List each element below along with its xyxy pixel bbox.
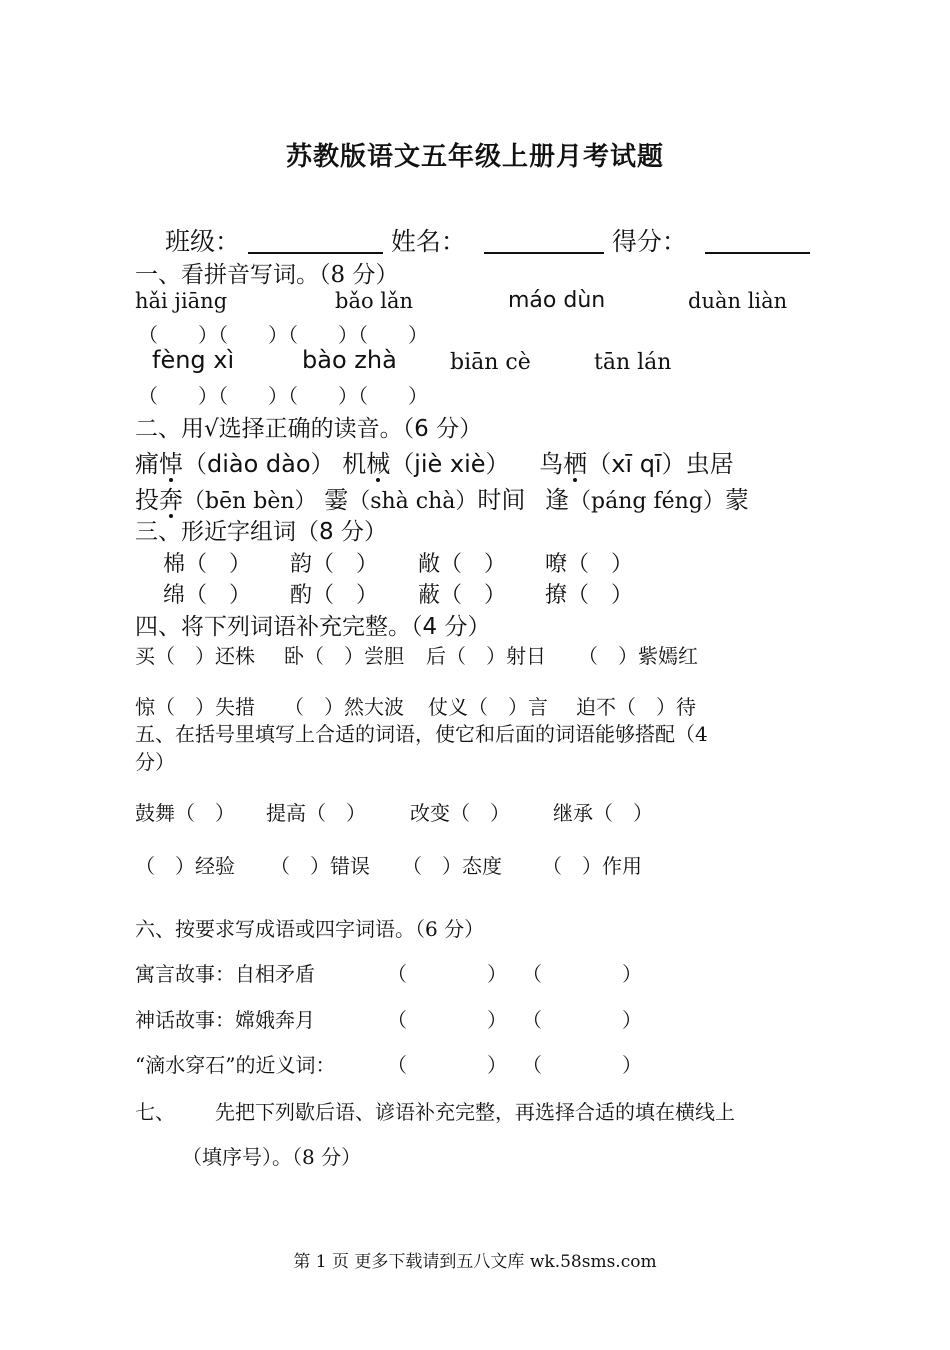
word-char: 时间 xyxy=(477,486,526,514)
pinyin-4: duàn liàn xyxy=(688,289,788,313)
s6-blank[interactable]: （ ） xyxy=(522,1053,642,1077)
word-char: 虫居 xyxy=(685,450,734,478)
pinyin-3: máo dùn xyxy=(508,288,606,313)
s4-heading-tail: 分） xyxy=(437,614,491,640)
s3-item[interactable]: 棉（ ） xyxy=(163,552,252,577)
s5-item[interactable]: 提高（ ） xyxy=(266,801,366,825)
score-label: 得分： xyxy=(611,227,687,256)
pinyin-1: hǎi jiāng xyxy=(135,289,228,313)
s2-heading-score: 6 xyxy=(414,416,429,442)
s6-label: “滴水穿石”的近义词： xyxy=(135,1053,336,1077)
s3-item[interactable]: 绵（ ） xyxy=(163,583,252,608)
s5-item[interactable]: 改变（ ） xyxy=(410,801,510,825)
s2-line-1 xyxy=(135,444,734,479)
s6-blank[interactable]: （ ） xyxy=(387,962,507,986)
s4-item[interactable]: 后（ ）射日 xyxy=(426,644,546,668)
reading-choice[interactable]: （páng féng） xyxy=(569,489,725,514)
dotted-char: 械 xyxy=(366,450,391,478)
s3-item[interactable]: 敞（ ） xyxy=(418,552,507,577)
class-blank[interactable] xyxy=(248,226,383,254)
pinyin-7: biān cè xyxy=(450,350,531,375)
s6-label: 寓言故事：自相矛盾 xyxy=(135,962,315,986)
s5-item[interactable]: （ ）错误 xyxy=(270,854,370,878)
s7-heading-line-2: （填序号）。（8 分） xyxy=(182,1145,362,1169)
dotted-char: 悼 xyxy=(159,450,183,478)
s7-heading: 先把下列歇后语、谚语补充完整，再选择合适的填在横线上 xyxy=(215,1100,735,1124)
s6-blank[interactable]: （ ） xyxy=(387,1008,507,1032)
reading-choice[interactable]: （diào dào） xyxy=(183,450,335,478)
s4-heading-text: 四、将下列词语补充完整。（ xyxy=(135,614,423,640)
s3-heading-tail: 分） xyxy=(333,519,387,545)
s5-heading-line-1: 五、在括号里填写上合适的词语，使它和后面的词语能够搭配（4 xyxy=(135,722,708,746)
pinyin-5: fèng xì xyxy=(152,346,235,374)
page-footer: 第 1 页 更多下载请到五八文库 wk.58sms.com xyxy=(293,1252,657,1272)
s3-heading xyxy=(135,513,387,546)
header-row xyxy=(165,222,810,258)
pinyin-2: bǎo lǎn xyxy=(335,289,414,313)
score-blank[interactable] xyxy=(705,226,810,254)
s6-blank[interactable]: （ ） xyxy=(387,1053,507,1077)
s4-item[interactable]: （ ）然大波 xyxy=(284,695,404,719)
s4-item[interactable]: 惊（ ）失措 xyxy=(135,695,255,719)
word-char: 投 xyxy=(135,486,159,514)
s6-blank[interactable]: （ ） xyxy=(522,962,642,986)
reading-choice[interactable]: （bēn bèn） xyxy=(183,489,317,514)
s6-label: 神话故事：嫦娥奔月 xyxy=(135,1008,315,1032)
s2-heading-tail: 分） xyxy=(428,416,483,442)
s2-line-2 xyxy=(135,480,749,515)
dotted-char: 奔 xyxy=(159,486,183,514)
s4-heading-score: 4 xyxy=(422,614,438,640)
s6-blank[interactable]: （ ） xyxy=(522,1008,642,1032)
reading-choice[interactable]: （shà chà） xyxy=(348,489,478,514)
s5-item[interactable]: 鼓舞（ ） xyxy=(135,801,235,825)
word-char: 鸟 xyxy=(539,450,564,478)
name-label: 姓名： xyxy=(390,227,466,256)
pinyin-8: tān lán xyxy=(594,350,672,375)
s3-item[interactable]: 酌（ ） xyxy=(290,583,379,608)
word-char: 逢 xyxy=(545,486,570,514)
dotted-char: 栖 xyxy=(563,450,588,478)
word-char: 蒙 xyxy=(724,486,749,514)
word-char: 痛 xyxy=(135,450,159,478)
s4-item[interactable]: 买（ ）还株 xyxy=(135,644,255,668)
s5-heading-line-2: 分） xyxy=(135,750,175,774)
s4-item[interactable]: 迫不（ ）待 xyxy=(576,695,696,719)
s3-heading-score: 8 xyxy=(319,519,334,545)
s7-number: 七、 xyxy=(135,1100,175,1124)
s3-heading-text: 三、形近字组词（ xyxy=(135,519,319,545)
s2-heading-text: 二、用√选择正确的读音。（ xyxy=(135,416,415,442)
s1-heading: 一、看拼音写词。（8 分） xyxy=(135,262,399,288)
s4-item[interactable]: 仗义（ ）言 xyxy=(428,695,548,719)
s3-item[interactable]: 嘹（ ） xyxy=(545,552,634,577)
s5-item[interactable]: （ ）经验 xyxy=(135,854,235,878)
s4-heading xyxy=(135,608,490,641)
s5-item[interactable]: 继承（ ） xyxy=(553,801,653,825)
reading-choice[interactable]: （xī qī） xyxy=(587,450,686,478)
reading-choice[interactable]: （jiè xiè） xyxy=(390,450,510,478)
s2-heading xyxy=(135,410,482,443)
word-char: 机 xyxy=(342,450,367,478)
page-title: 苏教版语文五年级上册月考试题 xyxy=(285,142,664,172)
s3-item[interactable]: 蔽（ ） xyxy=(418,583,507,608)
s4-item[interactable]: 卧（ ）尝胆 xyxy=(284,644,404,668)
answer-paren-row-2[interactable]: （ ）（ ）（ ）（ ） xyxy=(138,384,428,408)
s4-item[interactable]: （ ）紫嫣红 xyxy=(578,644,698,668)
word-char: 霎 xyxy=(324,486,349,514)
s5-item[interactable]: （ ）作用 xyxy=(542,854,642,878)
s6-heading: 六、按要求写成语或四字词语。（6 分） xyxy=(135,917,485,941)
s3-item[interactable]: 韵（ ） xyxy=(290,552,379,577)
class-label: 班级： xyxy=(165,227,241,256)
s3-item[interactable]: 撩（ ） xyxy=(545,583,634,608)
s5-item[interactable]: （ ）态度 xyxy=(402,854,502,878)
pinyin-6: bào zhà xyxy=(302,346,397,374)
answer-paren-row-1[interactable]: （ ）（ ）（ ）（ ） xyxy=(138,323,428,347)
name-blank[interactable] xyxy=(484,226,604,254)
